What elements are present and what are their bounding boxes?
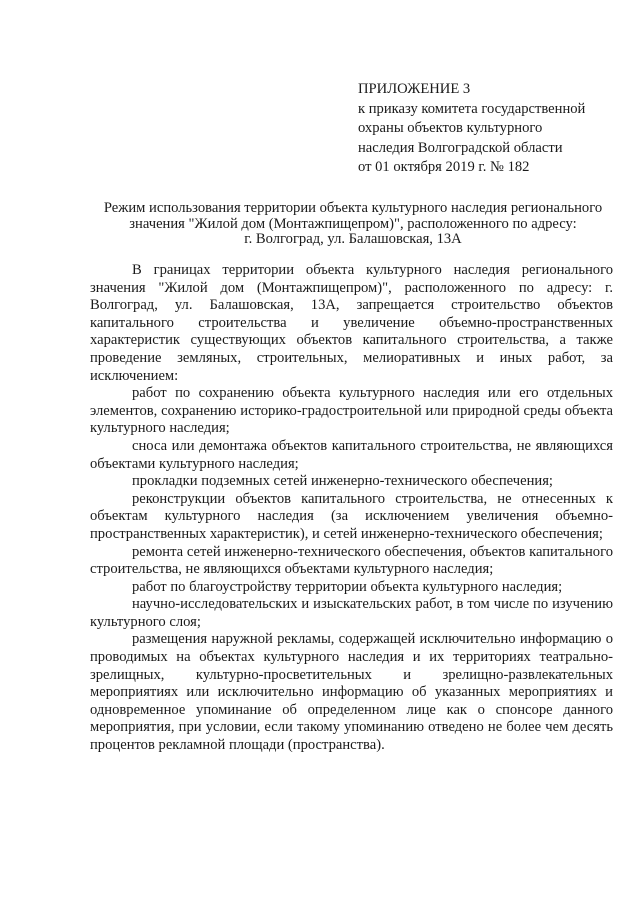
appendix-line: охраны объектов культурного [358,120,543,137]
exception-item: реконструкции объектов капитального строительства, не отнесенных к объектам культурного наследия (за исключением увеличения объемно-пространственных характеристик), и сетей инженерно-технического обеспечения; [90,490,613,542]
exception-item: научно-исследовательских и изыскательских работ, в том числе по изучению культурного слоя; [90,596,613,630]
exception-item: сноса или демонтажа объектов капитального строительства, не являющихся объектами культурного наследия; [90,437,613,472]
exception-item: работ по благоустройству территории объекта культурного наследия; [132,578,563,595]
intro-paragraph: В границах территории объекта культурного наследия регионального значения "Жилой дом (Монтажпищепром)", расположенного по адресу: г. Волгоград, ул. Балашовская, 13А, запрещается строительство объектов капитального строительства и увеличение объемно-пространственных характеристик существующих объектов капитального строительства, а также проведение земляных, строительных, мелиоративных и иных работ, за исключением: [90,262,613,384]
appendix-heading: ПРИЛОЖЕНИЕ 3 [358,81,471,97]
title-line: значения "Жилой дом (Монтажпищепром)", расположенного по адресу: [129,215,577,232]
document-title [86,201,620,248]
exception-item: прокладки подземных сетей инженерно-технического обеспечения; [132,473,553,490]
appendix-line: наследия Волгоградской области [358,139,563,156]
exception-item: размещения наружной рекламы, содержащей исключительно информацию о проводимых на объектах культурного наследия и их территориях театрально-зрелищных, культурно-просветительных и зрелищно-развлекательных мероприятиях или исключительно информацию об указанных мероприятиях и одновременное упоминание об определенном лице как о спонсоре данного мероприятия, при условии, если такому упоминанию отведено не более чем десять процентов рекламной площади (пространства). [90,631,613,754]
appendix-date-number: от 01 октября 2019 г. № 182 [358,159,530,176]
document-body [90,262,613,755]
exception-item: работ по сохранению объекта культурного наследия или его отдельных элементов, сохранению историко-градостроительной или природной среды объекта культурного наследия; [90,385,613,437]
title-address: г. Волгоград, ул. Балашовская, 13А [244,231,462,248]
appendix-header [358,80,628,178]
exception-item: ремонта сетей инженерно-технического обеспечения, объектов капитального строительства, не являющихся объектами культурного наследия; [90,543,613,578]
title-line: Режим использования территории объекта культурного наследия регионального [103,200,603,216]
appendix-line: к приказу комитета государственной [358,100,586,117]
